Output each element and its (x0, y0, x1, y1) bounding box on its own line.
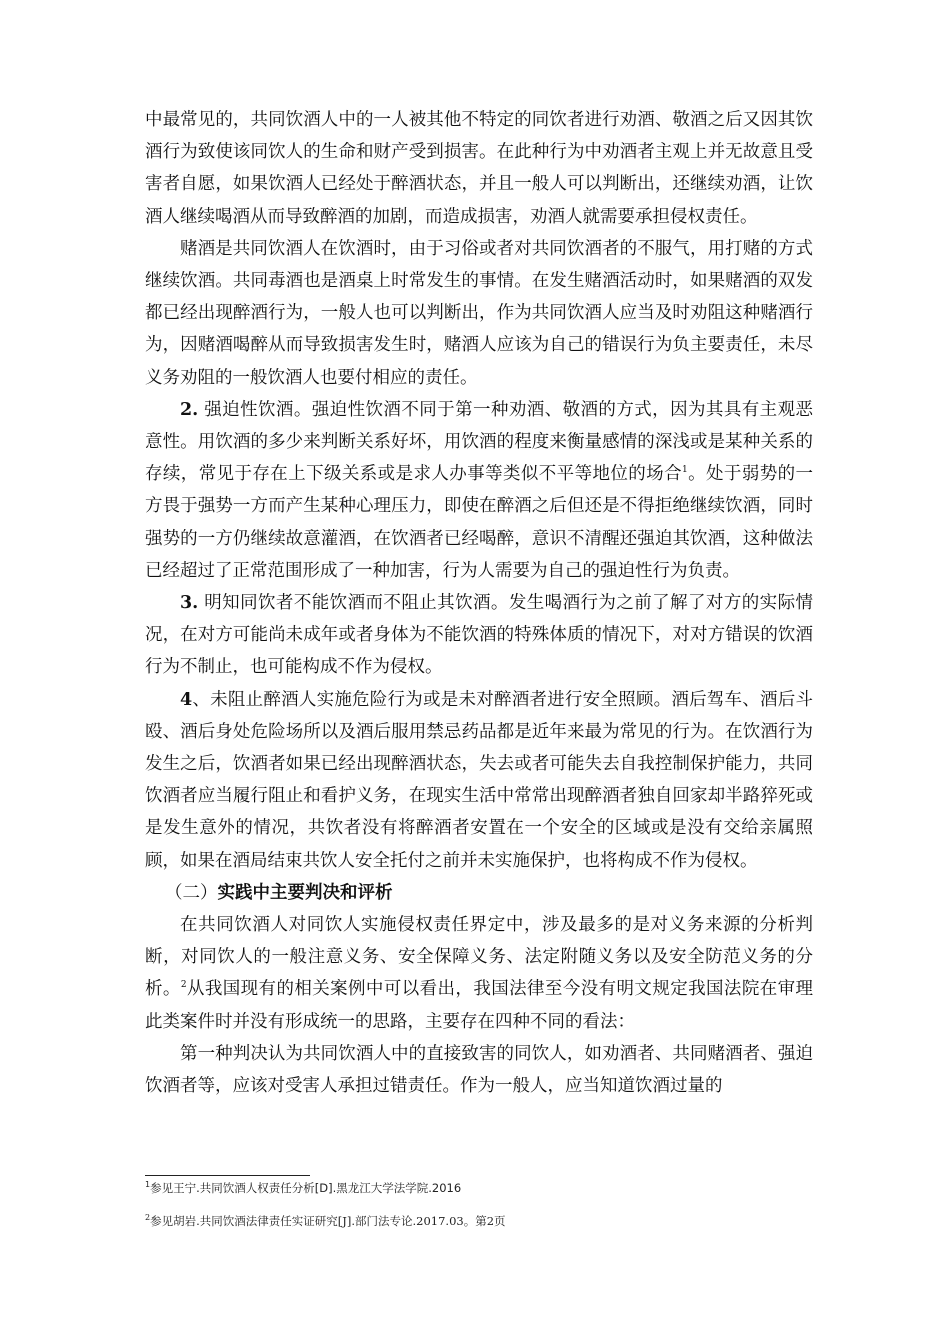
footnote-ref-2: 2 (180, 980, 187, 991)
paragraph-7: 第一种判决认为共同饮酒人中的直接致害的同饮人，如劝酒者、共同赌酒者、强迫饮酒者等，应该对受害人承担过错责任。作为一般人，应当知道饮酒过量的 (145, 1043, 813, 1097)
paragraph-3-text-a: 强迫性饮酒。强迫性饮酒不同于第一种劝酒、敬酒的方式，因为其具有主观恶意性。用饮酒的多少来判断关系好坏，用饮酒的程度来衡量感情的深浅或是某种关系的存续，常见于存在上下级关系或是求人办事等类似不平等地位的场合 (145, 399, 813, 485)
body-text (145, 104, 813, 1102)
paragraph-6-text-b: 从我国现有的相关案例中可以看出，我国法律至今没有明文规定我国法院在审理此类案件时并没有形成统一的思路，主要存在四种不同的看法： (145, 979, 814, 1032)
footnote-1-mark: 1 (145, 1180, 151, 1190)
footnote-2-text: 参见胡岩.共同饮酒法律责任实证研究[J].部门法专论.2017.03。第2页 (150, 1214, 506, 1228)
paragraph-6 (145, 909, 813, 1038)
paragraph-1: 中最常见的，共同饮酒人中的一人被其他不特定的同饮者进行劝酒、敬酒之后又因其饮酒行为致使该同饮人的生命和财产受到损害。在此种行为中劝酒者主观上并无故意且受害者自愿，如果饮酒人已经处于醉酒状态，并且一般人可以判断出，还继续劝酒，让饮酒人继续喝酒从而导致醉酒的加剧，而造成损害，劝酒人就需要承担侵权责任。 (145, 110, 813, 227)
paragraph-2: 赌酒是共同饮酒人在饮酒时，由于习俗或者对共同饮酒者的不服气，用打赌的方式继续饮酒。共同毒酒也是酒桌上时常发生的事情。在发生赌酒活动时，如果赌酒的双发都已经出现醉酒行为，一般人也可以判断出，作为共同饮酒人应当及时劝阻这种赌酒行为，因赌酒喝醉从而导致损害发生时，赌酒人应该为自己的错误行为负主要责任，未尽义务劝阻的一般饮酒人也要付相应的责任。 (145, 238, 813, 388)
item-number-2: 2. (180, 399, 199, 420)
footnote-divider (145, 1175, 310, 1176)
paragraph-6-text-a: 在共同饮酒人对同饮人实施侵权责任界定中，涉及最多的是对义务来源的分析判断，对同饮人的一般注意义务、安全保障义务、法定附随义务以及安全防范义务的分析。 (145, 915, 813, 1000)
item-number-4: 4 (180, 689, 193, 710)
section-heading (145, 877, 813, 909)
footnote-2 (145, 1213, 506, 1229)
footnote-1 (145, 1180, 461, 1196)
paragraph-4 (145, 587, 813, 684)
section-heading-text: 实践中主要判决和评析 (217, 882, 393, 903)
paragraph-5-text: 、未阻止醉酒人实施危险行为或是未对醉酒者进行安全照顾。酒后驾车、酒后斗殴、酒后身处危险场所以及酒后服用禁忌药品都是近年来最为常见的行为。在饮酒行为发生之后，饮酒者如果已经出现醉酒状态，失去或者可能失去自我控制保护能力，共同饮酒者应当履行阻止和看护义务，在现实生活中常常出现醉酒者独自回家却半路猝死或是发生意外的情况，共饮者没有将醉酒者安置在一个安全的区域或是没有交给亲属照顾，如果在酒局结束共饮人安全托付之前并未实施保护，也将构成不作为侵权。 (145, 689, 813, 871)
footnote-2-mark: 2 (145, 1213, 151, 1223)
paragraph-5 (145, 684, 813, 877)
paragraph-3 (145, 394, 813, 587)
footnote-1-text: 参见王宁.共同饮酒人权责任分析[D].黑龙江大学法学院.2016 (150, 1181, 462, 1195)
paragraph-3-text-b: 。处于弱势的一方畏于强势一方而产生某种心理压力，即使在醉酒之后但还是不得拒绝继续饮酒，同时强势的一方仍继续故意灌酒，在饮酒者已经喝醉，意识不清醒还强迫其饮酒，这种做法已经超过了正常范围形成了一种加害，行为人需要为自己的强迫性行为负责。 (145, 464, 814, 581)
section-heading-number: （二） (165, 882, 218, 903)
footnote-ref-1: 1 (681, 465, 688, 476)
item-number-3: 3. (180, 593, 199, 614)
paragraph-4-text: 明知同饮者不能饮酒而不阻止其饮酒。发生喝酒行为之前了解了对方的实际情况，在对方可能尚未成年或者身体为不能饮酒的特殊体质的情况下，对对方错误的饮酒行为不制止，也可能构成不作为侵权。 (145, 593, 813, 678)
